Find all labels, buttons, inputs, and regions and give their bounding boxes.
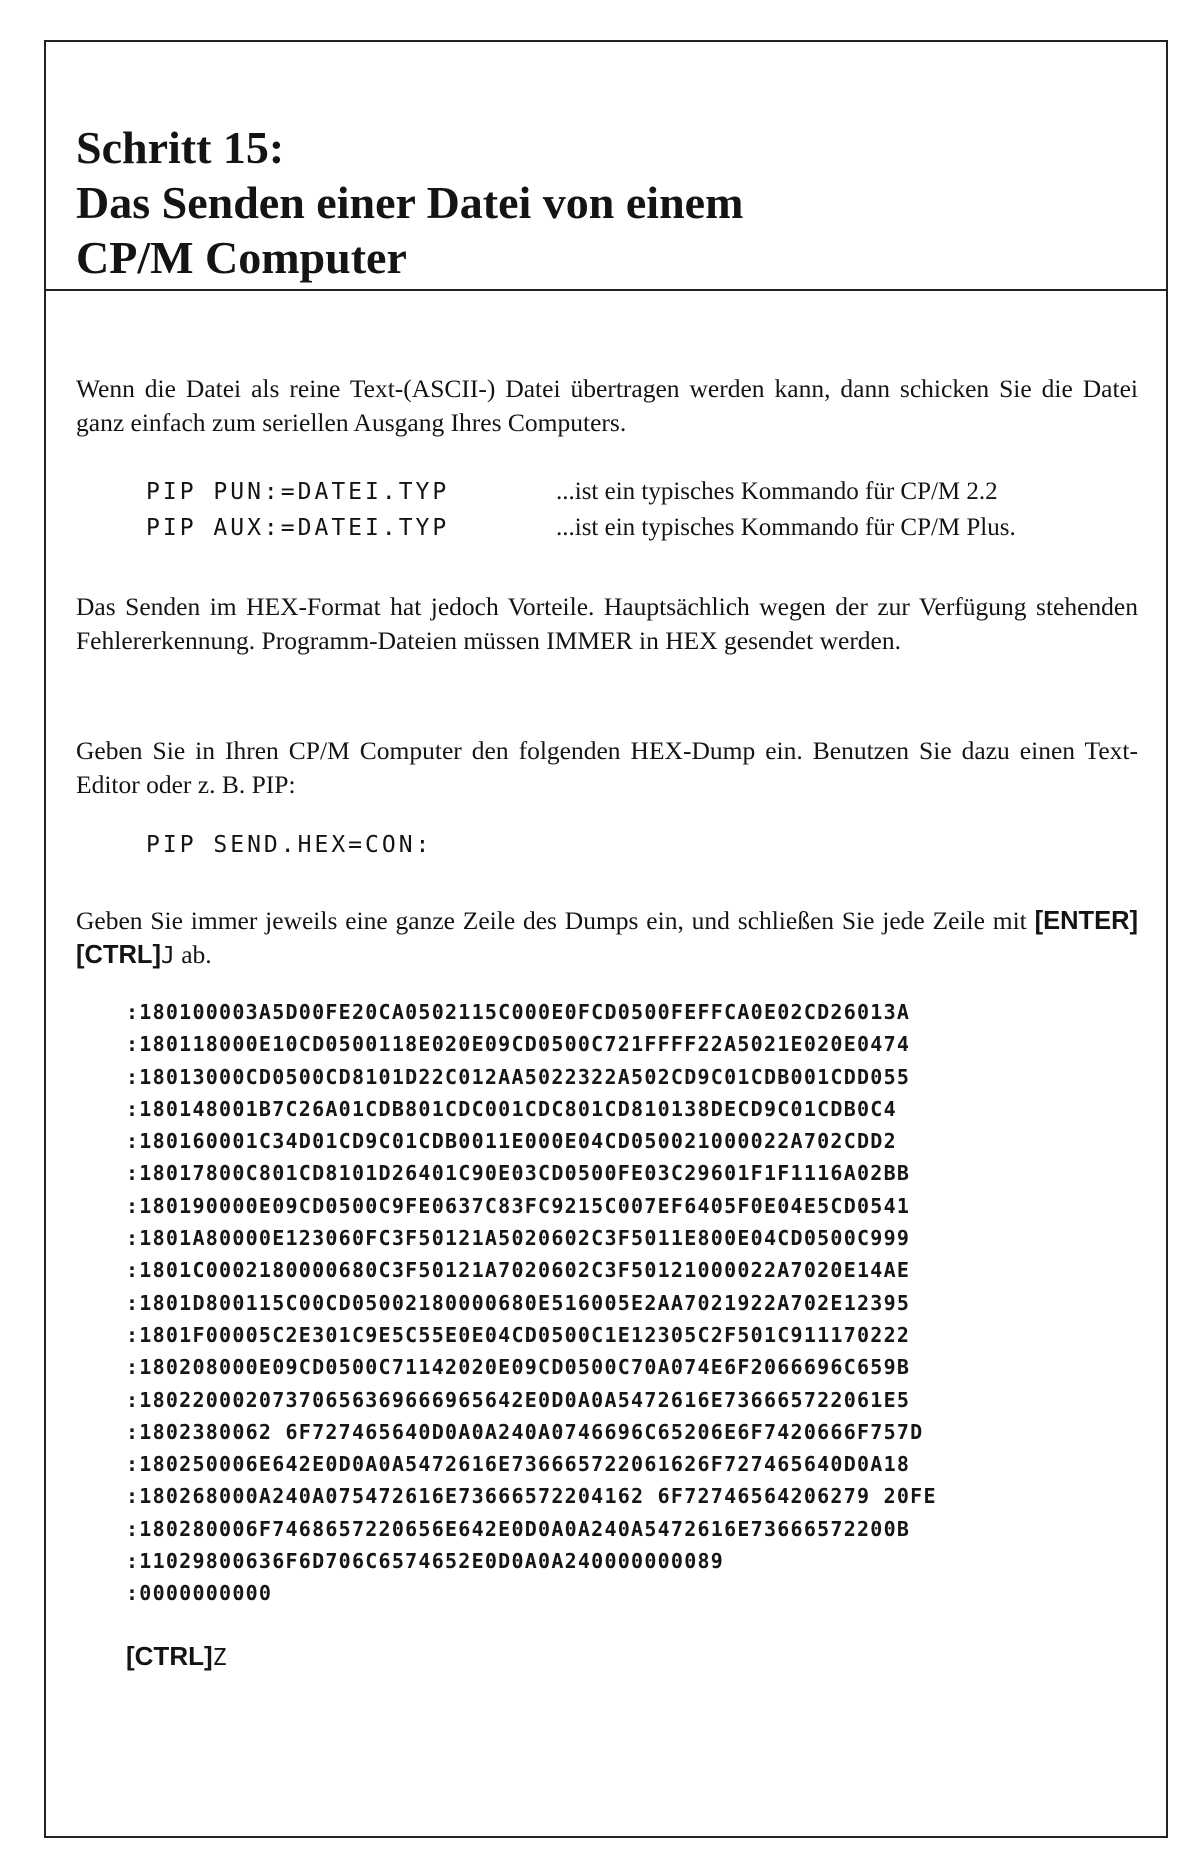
hex-dump-line: :1801D800115C00CD05002180000680E516005E2AA7021922A702E12395 bbox=[126, 1290, 911, 1315]
hex-dump-line: :1801F00005C2E301C9E5C55E0E04CD0500C1E12305C2F501C911170222 bbox=[126, 1322, 911, 1347]
command-note: ...ist ein typisches Kommando für CP/M Plus. bbox=[556, 514, 1016, 541]
instruction-suffix: ab. bbox=[181, 940, 212, 969]
pip-command: PIP SEND.HEX=CON: bbox=[146, 832, 433, 858]
enter-key: [ENTER] bbox=[1034, 907, 1139, 935]
hex-dump-line: :180100003A5D00FE20CA0502115C000E0FCD0500FEFFCA0E02CD26013A bbox=[126, 1000, 911, 1024]
hex-dump-line: :18022000207370656369666965642E0D0A0A5472616E736665722061E5 bbox=[126, 1387, 911, 1412]
key-letter: Z bbox=[212, 1645, 227, 1671]
page-title bbox=[76, 120, 743, 285]
hex-dump-line: :180268000A240A075472616E73666572204162 6F72746564206279 20FE bbox=[126, 1484, 937, 1509]
hex-dump-line: :0000000000 bbox=[126, 1581, 273, 1606]
command-note: ...ist ein typisches Kommando für CP/M 2.2 bbox=[556, 478, 998, 505]
hex-dump-line: :180148001B7C26A01CDB801CDC001CDC801CD810138DECD9C01CDB0C4 bbox=[126, 1096, 897, 1121]
title-line: Das Senden einer Datei von einem bbox=[76, 177, 744, 228]
instruction-text: Geben Sie immer jeweils eine ganze Zeile des Dumps ein, und schließen Sie jede Zeile mit bbox=[76, 906, 1027, 935]
hex-dump-line: :180118000E10CD0500118E020E09CD0500C721FFFF22A5021E020E0474 bbox=[126, 1032, 911, 1057]
hex-dump-line: :180280006F7468657220656E642E0D0A0A240A5472616E73666572200B bbox=[126, 1516, 911, 1541]
command-code: PIP AUX:=DATEI.TYP bbox=[146, 515, 450, 541]
ctrl-z-instruction bbox=[126, 1639, 227, 1675]
hex-advantages-paragraph: Das Senden im HEX-Format hat jedoch Vorteile. Hauptsächlich wegen der zur Verfügung stehenden Fehlererkennung. Programm-Dateien müssen IMMER in HEX gesendet werden. bbox=[76, 592, 1138, 655]
command-row-aux bbox=[146, 510, 1016, 546]
command-code: PIP PUN:=DATEI.TYP bbox=[146, 479, 450, 505]
title-line: CP/M Computer bbox=[76, 232, 407, 283]
hex-dump-listing bbox=[126, 996, 937, 1610]
command-row-pun bbox=[146, 474, 998, 510]
hex-dump-line: :1802380062 6F727465640D0A0A240A0746696C65206E6F7420666F757D bbox=[126, 1419, 924, 1444]
hex-dump-line: :180208000E09CD0500C71142020E09CD0500C70A074E6F2066696C659B bbox=[126, 1355, 911, 1380]
line-instruction-paragraph bbox=[76, 904, 1138, 973]
hex-dump-line: :18013000CD0500CD8101D22C012AA5022322A502CD9C01CDB001CDD055 bbox=[126, 1064, 911, 1089]
hex-dump-line: :11029800636F6D706C6574652E0D0A0A240000000089 bbox=[126, 1549, 725, 1574]
hex-dump-line: :18017800C801CD8101D26401C90E03CD0500FE03C29601F1F1116A02BB bbox=[126, 1161, 911, 1186]
hex-dump-line: :180160001C34D01CD9C01CDB0011E000E04CD050021000022A702CDD2 bbox=[126, 1129, 897, 1154]
hex-dump-paragraph: Geben Sie in Ihren CP/M Computer den folgenden HEX-Dump ein. Benutzen Sie dazu einen Text-Editor oder z. B. PIP: bbox=[76, 736, 1138, 799]
intro-paragraph: Wenn die Datei als reine Text-(ASCII-) Datei übertragen werden kann, dann schicken Sie die Datei ganz einfach zum seriellen Ausgang Ihres Computers. bbox=[76, 374, 1138, 437]
hex-dump-line: :1801C0002180000680C3F50121A7020602C3F50121000022A7020E14AE bbox=[126, 1258, 911, 1283]
hex-dump-line: :180190000E09CD0500C9FE0637C83FC9215C007EF6405F0E04E5CD0541 bbox=[126, 1193, 911, 1218]
title-box bbox=[46, 42, 1166, 291]
key-letter: J bbox=[160, 943, 175, 969]
hex-dump-line: :1801A80000E123060FC3F50121A5020602C3F5011E800E04CD0500C999 bbox=[126, 1226, 911, 1251]
title-line: Schritt 15: bbox=[76, 122, 285, 173]
ctrl-key: [CTRL] bbox=[76, 941, 161, 969]
ctrl-key: [CTRL] bbox=[126, 1641, 213, 1671]
hex-dump-line: :180250006E642E0D0A0A5472616E736665722061626F727465640D0A18 bbox=[126, 1452, 911, 1477]
